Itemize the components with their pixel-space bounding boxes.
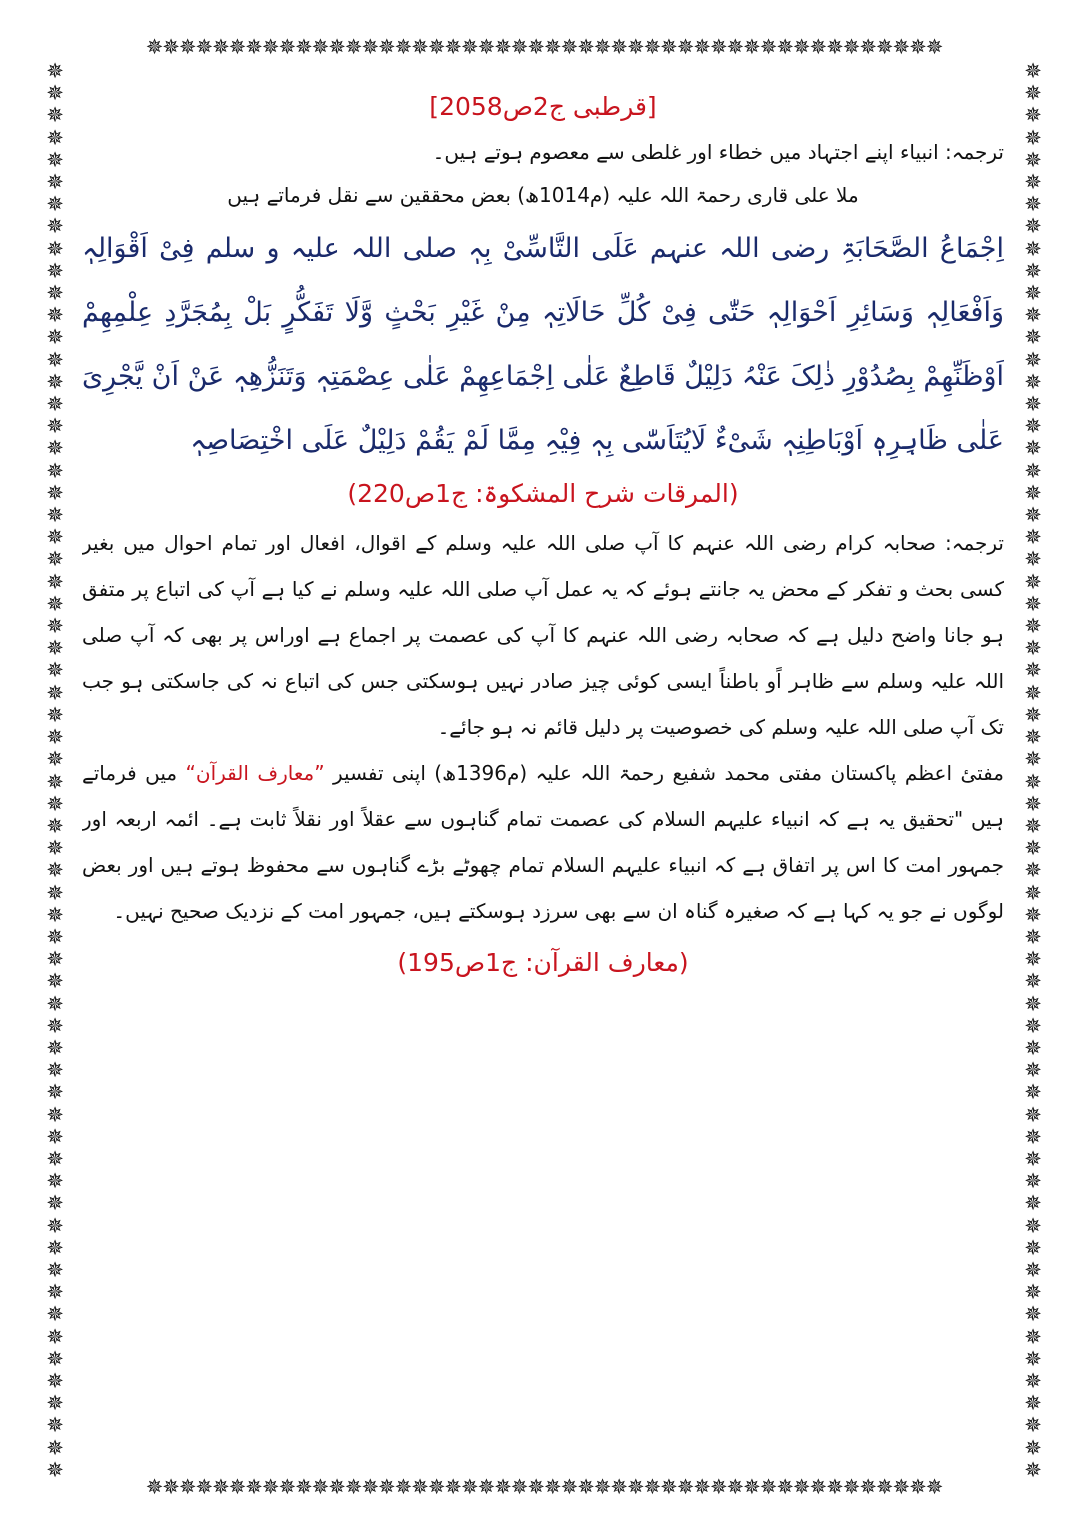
page-content — [82, 88, 1004, 1478]
mufti-intro: مفتیٔ اعظم پاکستان مفتی محمد شفیع رحمۃ اللہ علیہ (م1396ھ) اپنی تفسیر — [333, 761, 1004, 785]
left-border: ✵✵✵✵✵✵✵✵✵✵✵✵✵✵✵✵✵✵✵✵✵✵✵✵✵✵✵✵✵✵✵✵✵✵✵✵✵✵✵✵✵✵✵✵✵✵✵✵✵✵✵✵✵✵✵✵✵✵✵✵✵✵✵✵ — [1024, 60, 1042, 1480]
reference-qurtubi: [قرطبی ج2ص2058] — [429, 92, 657, 121]
mufti-shafi-paragraph — [82, 750, 1004, 934]
reference-maarif: (معارف القرآن: ج1ص195) — [397, 948, 689, 977]
tafsir-title: ”معارف القرآن“ — [185, 761, 325, 785]
reference-mirqat: (المرقات شرح المشکوۃ: ج1ص220) — [347, 479, 739, 508]
right-border: ✵✵✵✵✵✵✵✵✵✵✵✵✵✵✵✵✵✵✵✵✵✵✵✵✵✵✵✵✵✵✵✵✵✵✵✵✵✵✵✵✵✵✵✵✵✵✵✵✵✵✵✵✵✵✵✵✵✵✵✵✵✵✵✵ — [46, 60, 64, 1480]
top-border: ✵✵✵✵✵✵✵✵✵✵✵✵✵✵✵✵✵✵✵✵✵✵✵✵✵✵✵✵✵✵✵✵✵✵✵✵✵✵✵✵✵✵✵✵✵✵✵✵ — [145, 35, 943, 59]
mulla-ali-intro: ملا علی قاری رحمۃ اللہ علیہ (م1014ھ) بعض محققین سے نقل فرماتے ہیں — [227, 183, 859, 207]
bottom-border: ✵✵✵✵✵✵✵✵✵✵✵✵✵✵✵✵✵✵✵✵✵✵✵✵✵✵✵✵✵✵✵✵✵✵✵✵✵✵✵✵✵✵✵✵✵✵✵✵ — [145, 1475, 943, 1499]
translation-2: ترجمہ: صحابہ کرام رضی اللہ عنہم کا آپ صلی اللہ علیہ وسلم کے اقوال، افعال اور تمام احوال میں بغیر کسی بحث و تفکر کے محض یہ جانتے ہوئے کہ یہ عمل آپ صلی اللہ علیہ وسلم نے کیا ہے آپ کی اتباع پر متفق ہو جانا واضح دلیل ہے کہ صحابہ رضی اللہ عنہم کا آپ کی عصمت پر اجماع ہے اوراس پر بھی کہ آپ صلی اللہ علیہ وسلم سے ظاہر اًو باطناً ایسی کوئی چیز صادر نہیں ہوسکتی جس کی اتباع نہ کی جاسکتی ہو جب تک آپ صلی اللہ علیہ وسلم کی خصوصیت پر دلیل قائم نہ ہو جائے۔ — [82, 531, 1004, 739]
arabic-quote: اِجْمَاعُ الصَّحَابَۃِ رضی اللہ عنہم عَلَی التَّاسِّیْ بِہٖ صلی اللہ علیہ و سلم فِیْ اَقْوَالِہٖ وَاَفْعَالِہٖ وَسَائِرِ اَحْوَالِہٖ حَتّٰی فِیْ کُلِّ حَالَاتِہٖ مِنْ غَیْرِ بَحْثٍ وَّلَا تَفَکُّرٍ بَلْ بِمُجَرَّدِ عِلْمِھِمْ اَوْظَنِّھِمْ بِصُدُوْرِ ذٰلِکَ عَنْہُ دَلِیْلٌ قَاطِعٌ عَلٰی اِجْمَاعِھِمْ عَلٰی عِصْمَتِہٖ وَتَنَزُّھِہٖ عَنْ اَنْ یَّجْرِیَ عَلٰی ظَاہِرِہٖ اَوْبَاطِنِہٖ شَیْءٌ لَایُتَاَسّٰی بِہٖ فِیْہِ مِمَّا لَمْ یَقُمْ دَلِیْلٌ عَلَی اخْتِصَاصِہٖ — [82, 233, 1004, 456]
translation-1: ترجمہ: انبیاء اپنے اجتہاد میں خطاء اور غلطی سے معصوم ہوتے ہیں۔ — [432, 140, 1004, 164]
mufti-text: میں فرماتے ہیں "تحقیق یہ ہے کہ انبیاء علیہم السلام کی عصمت تمام گناہوں سے عقلاً اور نقلاً ثابت ہے۔ ائمہ اربعہ اور جمہور امت کا اس پر اتفاق ہے کہ انبیاء علیہم السلام تمام چھوٹے بڑے گناہوں سے محفوظ ہوتے ہیں اور بعض لوگوں نے جو یہ کہا ہے کہ صغیرہ گناہ ان سے بھی سرزد ہوسکتے ہیں، جمہور امت کے نزدیک صحیح نہیں۔ — [82, 761, 1004, 923]
